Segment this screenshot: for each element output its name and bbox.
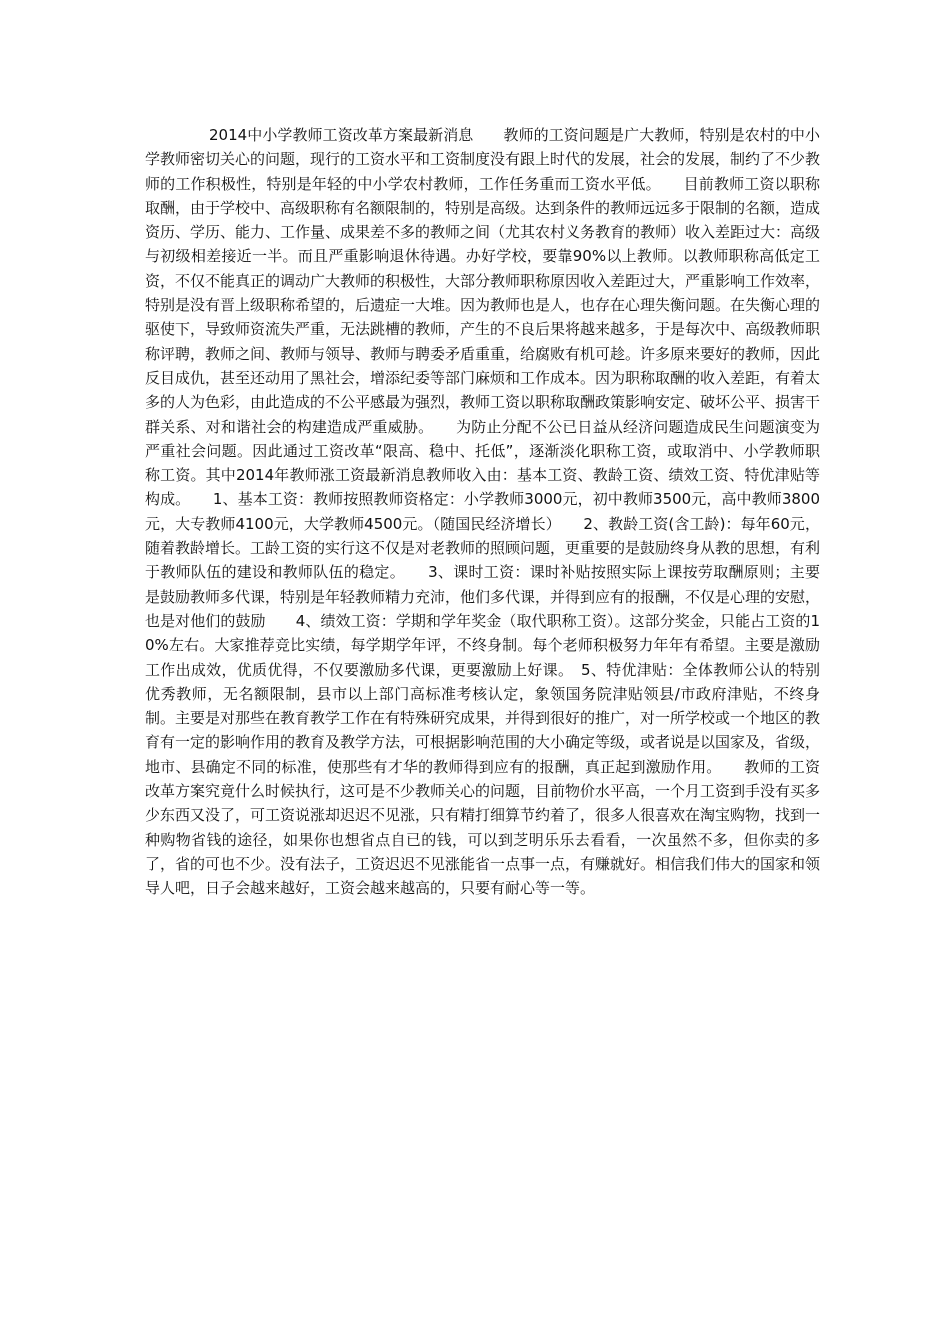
body-paragraph: 2014中小学教师工资改革方案最新消息 教师的工资问题是广大教师，特别是农村的中小学教师密切关心的问题，现行的工资水平和工资制度没有跟上时代的发展，社会的发展，制约了不少教师的工作积极性，特别是年轻的中小学农村教师，工作任务重而工资水平低。 目前教师工资以职称取酬，由于学校中、高级职称有名额限制的，特别是高级。达到条件的教师远远多于限制的名额，造成资历、学历、能力、工作量、成果差不多的教师之间（尤其农村义务教育的教师）收入差距过大：高级与初级相差接近一半。而且严重影响退休待遇。办好学校，要靠90%以上教师。以教师职称高低定工资，不仅不能真正的调动广大教师的积极性，大部分教师职称原因收入差距过大，严重影响工作效率，特别是没有晋上级职称希望的，后遗症一大堆。因为教师也是人，也存在心理失衡问题。在失衡心理的驱使下，导致师资流失严重，无法跳槽的教师，产生的不良后果将越来越多，于是每次中、高级教师职称评聘，教师之间、教师与领导、教师与聘委矛盾重重，给腐败有机可趁。许多原来要好的教师，因此反目成仇，甚至还动用了黑社会，增添纪委等部门麻烦和工作成本。因为职称取酬的收入差距，有着太多的人为色彩，由此造成的不公平感最为强烈，教师工资以职称取酬政策影响安定、破坏公平、损害干群关系、对和谐社会的构建造成严重威胁。 为防止分配不公已日益从经济问题造成民生问题演变为严重社会问题。因此通过工资改革“限高、稳中、托低”，逐渐淡化职称工资，或取消中、小学教师职称工资。其中2014年教师涨工资最新消息教师收入由：基本工资、教龄工资、绩效工资、特优津贴等构成。 1、基本工资：教师按照教师资格定：小学教师3000元，初中教师3500元，高中教师3800元，大专教师4100元，大学教师4500元。（随国民经济增长） 2、教龄工资(含工龄)：每年60元，随着教龄增长。工龄工资的实行这不仅是对老教师的照顾问题，更重要的是鼓励终身从教的思想，有利于教师队伍的建设和教师队伍的稳定。 3、课时工资：课时补贴按照实际上课按劳取酬原则；主要是鼓励教师多代课，特别是年轻教师精力充沛，他们多代课，并得到应有的报酬，不仅是心理的安慰，也是对他们的鼓励 4、绩效工资：学期和学年奖金（取代职称工资）。这部分奖金，只能占工资的10%左右。大家推荐竞比实绩，每学期学年评，不终身制。每个老师积极努力年年有希望。主要是激励工作出成效，优质优得，不仅要激励多代课，更要激励上好课。 5、特优津贴：全体教师公认的特别优秀教师，无名额限制，县市以上部门高标准考核认定，象领国务院津贴领县/市政府津贴，不终身制。主要是对那些在教育教学工作在有特殊研究成果，并得到很好的推广，对一所学校或一个地区的教育有一定的影响作用的教育及教学方法，可根据影响范围的大小确定等级，或者说是以国家及，省级，地市、县确定不同的标准，使那些有才华的教师得到应有的报酬，真正起到激励作用。 教师的工资改革方案究竟什么时候执行，这可是不少教师关心的问题，目前物价水平高，一个月工资到手没有买多少东西又没了，可工资说涨却迟迟不见涨，只有精打细算节约着了，很多人很喜欢在淘宝购物，找到一种购物省钱的途径，如果你也想省点自已的钱，可以到芝明乐乐去看看，一次虽然不多，但你卖的多了，省的可也不少。没有法子，工资迟迟不见涨能省一点事一点，有赚就好。相信我们伟大的国家和领导人吧，日子会越来越好，工资会越来越高的，只要有耐心等一等。 (145, 126, 821, 898)
